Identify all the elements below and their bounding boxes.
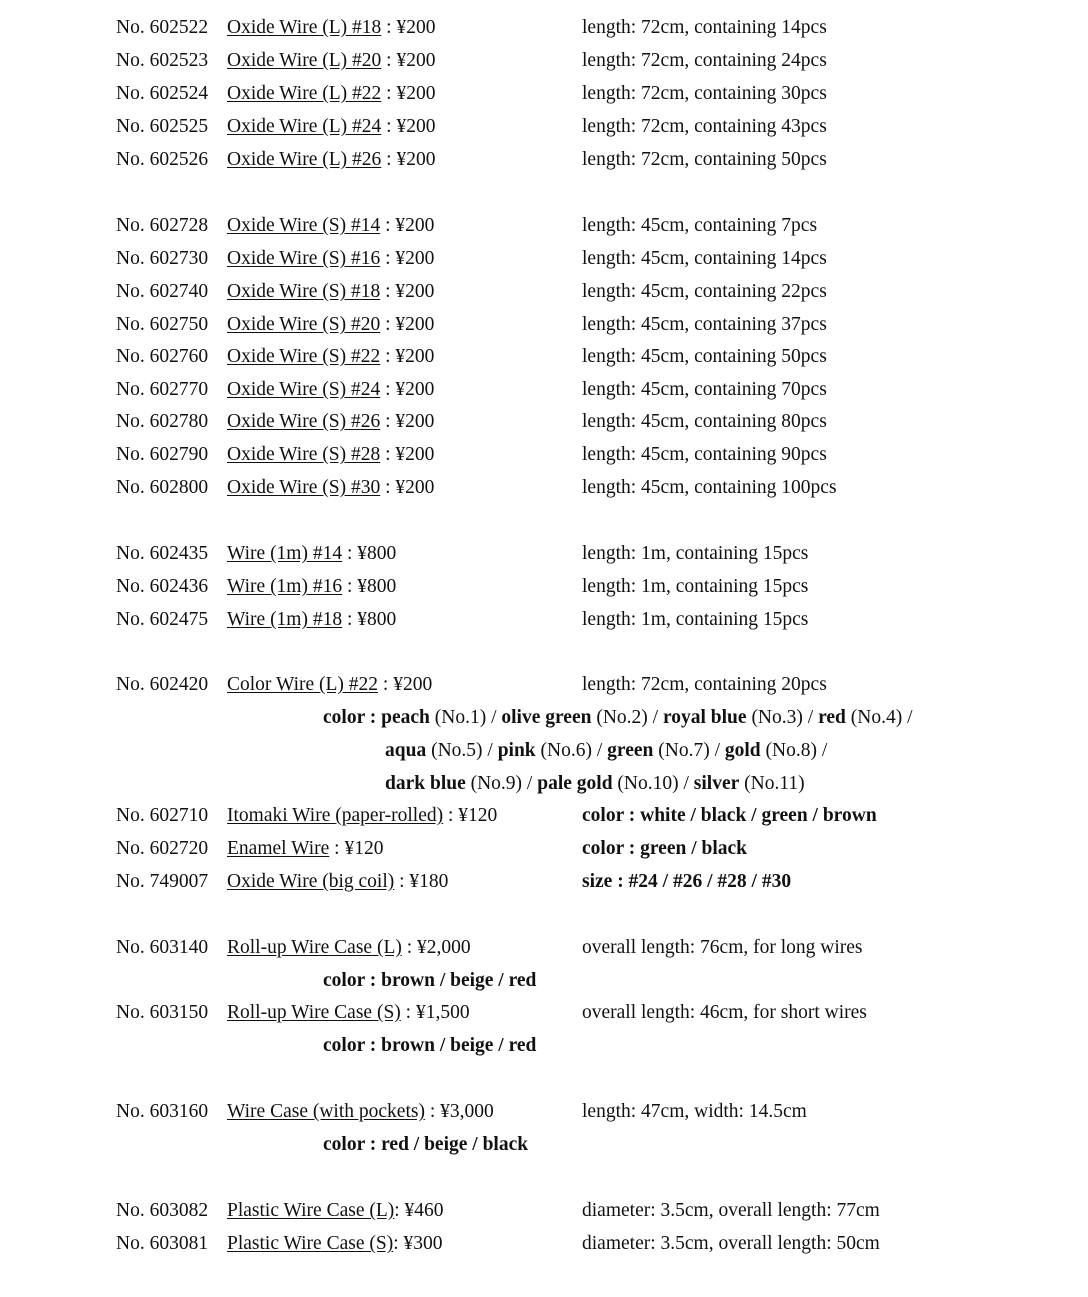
product-description: length: 1m, containing 15pcs	[582, 609, 809, 630]
product-name: Wire Case (with pockets)	[227, 1101, 425, 1122]
product-number: No. 602524	[116, 83, 209, 104]
product-number: No. 602475	[116, 609, 209, 630]
color-name: peach	[381, 707, 430, 728]
product-description: length: 45cm, containing 100pcs	[582, 477, 837, 498]
product-number: No. 602740	[116, 281, 209, 302]
product-name: Oxide Wire (S) #26	[227, 411, 381, 432]
color-number: (No.2) /	[591, 707, 663, 728]
product-name: Plastic Wire Case (S)	[227, 1233, 394, 1254]
color-number: (No.9) /	[465, 773, 538, 794]
color-name: green	[607, 740, 654, 761]
color-name: dark blue	[385, 773, 466, 794]
product-number: No. 603140	[116, 937, 209, 958]
product-price: : ¥800	[342, 543, 397, 564]
product-number: No. 602728	[116, 215, 209, 236]
product-description: size : #24 / #26 / #28 / #30	[582, 871, 792, 892]
product-name: Color Wire (L) #22	[227, 674, 379, 695]
list-item	[0, 800, 1088, 832]
product-price: : ¥200	[381, 83, 436, 104]
list-item	[0, 374, 1088, 406]
color-number: (No.11)	[739, 773, 805, 794]
color-options	[0, 1030, 1088, 1062]
product-price: : ¥180	[394, 871, 449, 892]
product-number: No. 603160	[116, 1101, 209, 1122]
product-number: No. 602526	[116, 149, 209, 170]
list-item	[0, 997, 1088, 1029]
product-description: overall length: 46cm, for short wires	[582, 1002, 867, 1023]
product-price: : ¥200	[381, 149, 436, 170]
product-number: No. 602760	[116, 346, 209, 367]
color-options-line-2	[0, 735, 1088, 767]
list-item	[0, 144, 1088, 176]
list-item	[0, 12, 1088, 44]
product-description: length: 45cm, containing 50pcs	[582, 346, 827, 367]
list-item	[0, 439, 1088, 471]
color-options-text: color : brown / beige / red	[323, 970, 537, 991]
color-options-line-1	[0, 702, 1088, 734]
color-name: olive green	[501, 707, 592, 728]
list-item	[0, 866, 1088, 898]
product-price: : ¥200	[380, 444, 435, 465]
product-price: : ¥800	[342, 609, 397, 630]
product-price: : ¥460	[394, 1200, 444, 1221]
product-description: length: 72cm, containing 20pcs	[582, 674, 827, 695]
color-number: (No.7) /	[653, 740, 725, 761]
product-name: Itomaki Wire (paper-rolled)	[227, 805, 444, 826]
product-description: length: 1m, containing 15pcs	[582, 543, 809, 564]
product-number: No. 603082	[116, 1200, 209, 1221]
product-number: No. 602730	[116, 248, 209, 269]
product-name: Plastic Wire Case (L)	[227, 1200, 395, 1221]
color-number: (No.8) /	[760, 740, 828, 761]
product-description: length: 45cm, containing 37pcs	[582, 314, 827, 335]
product-price: : ¥200	[380, 248, 435, 269]
product-price: : ¥300	[393, 1233, 443, 1254]
product-number: No. 602420	[116, 674, 209, 695]
product-description: length: 72cm, containing 24pcs	[582, 50, 827, 71]
product-name: Oxide Wire (L) #20	[227, 50, 382, 71]
product-name: Wire (1m) #14	[227, 543, 343, 564]
product-description: length: 1m, containing 15pcs	[582, 576, 809, 597]
product-number: No. 602770	[116, 379, 209, 400]
list-item	[0, 538, 1088, 570]
color-label: color :	[323, 707, 382, 728]
product-number: No. 749007	[116, 871, 209, 892]
product-price: : ¥120	[329, 838, 384, 859]
list-item	[0, 276, 1088, 308]
product-description: length: 72cm, containing 14pcs	[582, 17, 827, 38]
product-number: No. 602750	[116, 314, 209, 335]
list-item	[0, 472, 1088, 504]
product-name: Enamel Wire	[227, 838, 330, 859]
product-name: Oxide Wire (S) #30	[227, 477, 381, 498]
product-price: : ¥200	[381, 17, 436, 38]
product-name: Oxide Wire (L) #22	[227, 83, 382, 104]
product-number: No. 603150	[116, 1002, 209, 1023]
product-description: length: 45cm, containing 80pcs	[582, 411, 827, 432]
product-description: length: 72cm, containing 30pcs	[582, 83, 827, 104]
product-description: length: 45cm, containing 22pcs	[582, 281, 827, 302]
product-name: Oxide Wire (S) #28	[227, 444, 381, 465]
product-name: Oxide Wire (S) #20	[227, 314, 381, 335]
product-number: No. 602710	[116, 805, 209, 826]
product-description: color : green / black	[582, 838, 748, 859]
product-number: No. 602800	[116, 477, 209, 498]
product-name: Oxide Wire (S) #18	[227, 281, 381, 302]
color-number: (No.1) /	[429, 707, 502, 728]
product-description: length: 72cm, containing 43pcs	[582, 116, 827, 137]
product-price: : ¥200	[380, 346, 435, 367]
product-price: : ¥200	[380, 314, 435, 335]
product-description: overall length: 76cm, for long wires	[582, 937, 863, 958]
product-description: length: 47cm, width: 14.5cm	[582, 1101, 807, 1122]
color-number: (No.6) /	[535, 740, 608, 761]
color-options-text: color : red / beige / black	[323, 1134, 529, 1155]
product-name: Oxide Wire (big coil)	[227, 871, 395, 892]
list-item	[0, 243, 1088, 275]
list-item	[0, 833, 1088, 865]
product-price: : ¥3,000	[424, 1101, 494, 1122]
product-name: Wire (1m) #16	[227, 576, 343, 597]
product-price: : ¥200	[380, 379, 435, 400]
list-item	[0, 78, 1088, 110]
product-number: No. 602790	[116, 444, 209, 465]
list-item	[0, 341, 1088, 373]
product-price: : ¥200	[380, 215, 435, 236]
product-name: Wire (1m) #18	[227, 609, 343, 630]
color-number: (No.3) /	[746, 707, 819, 728]
list-item	[0, 45, 1088, 77]
color-name: red	[818, 707, 846, 728]
product-number: No. 602435	[116, 543, 209, 564]
product-price: : ¥1,500	[400, 1002, 470, 1023]
product-description: color : white / black / green / brown	[582, 805, 877, 826]
list-item	[0, 210, 1088, 242]
color-options-text: color : brown / beige / red	[323, 1035, 537, 1056]
product-name: Oxide Wire (L) #26	[227, 149, 382, 170]
product-name: Oxide Wire (S) #24	[227, 379, 381, 400]
color-options-line-3	[0, 768, 1088, 800]
product-number: No. 603081	[116, 1233, 209, 1254]
product-price: : ¥200	[380, 411, 435, 432]
color-name: pink	[497, 740, 536, 761]
product-description: diameter: 3.5cm, overall length: 77cm	[582, 1200, 880, 1221]
list-item	[0, 1228, 1088, 1260]
color-name: silver	[693, 773, 740, 794]
list-item	[0, 406, 1088, 438]
product-price: : ¥200	[378, 674, 433, 695]
list-item	[0, 604, 1088, 636]
product-description: length: 45cm, containing 90pcs	[582, 444, 827, 465]
product-price: : ¥200	[380, 281, 435, 302]
color-number: (No.5) /	[426, 740, 498, 761]
color-name: gold	[724, 740, 761, 761]
color-name: aqua	[385, 740, 427, 761]
product-description: length: 45cm, containing 70pcs	[582, 379, 827, 400]
product-number: No. 602522	[116, 17, 209, 38]
product-description: length: 72cm, containing 50pcs	[582, 149, 827, 170]
list-item	[0, 571, 1088, 603]
product-number: No. 602720	[116, 838, 209, 859]
product-number: No. 602523	[116, 50, 209, 71]
color-name: pale gold	[537, 773, 613, 794]
product-price: : ¥120	[443, 805, 498, 826]
product-description: length: 45cm, containing 14pcs	[582, 248, 827, 269]
product-name: Roll-up Wire Case (L)	[227, 937, 402, 958]
list-item	[0, 111, 1088, 143]
product-price: : ¥200	[381, 116, 436, 137]
product-number: No. 602525	[116, 116, 209, 137]
color-name: royal blue	[662, 707, 747, 728]
product-description: diameter: 3.5cm, overall length: 50cm	[582, 1233, 880, 1254]
list-item	[0, 1096, 1088, 1128]
list-item	[0, 932, 1088, 964]
list-item	[0, 1195, 1088, 1227]
product-description: length: 45cm, containing 7pcs	[582, 215, 818, 236]
list-item	[0, 669, 1088, 701]
product-name: Oxide Wire (S) #14	[227, 215, 381, 236]
product-number: No. 602780	[116, 411, 209, 432]
product-name: Oxide Wire (L) #18	[227, 17, 382, 38]
color-number: (No.4) /	[845, 707, 913, 728]
color-options	[0, 1129, 1088, 1161]
product-price: : ¥200	[381, 50, 436, 71]
product-price: : ¥200	[380, 477, 435, 498]
product-name: Oxide Wire (S) #16	[227, 248, 381, 269]
list-item	[0, 309, 1088, 341]
color-number: (No.10) /	[612, 773, 694, 794]
product-price: : ¥2,000	[401, 937, 471, 958]
product-name: Oxide Wire (S) #22	[227, 346, 381, 367]
product-number: No. 602436	[116, 576, 209, 597]
product-name: Roll-up Wire Case (S)	[227, 1002, 401, 1023]
product-price: : ¥800	[342, 576, 397, 597]
product-name: Oxide Wire (L) #24	[227, 116, 382, 137]
color-options	[0, 965, 1088, 997]
